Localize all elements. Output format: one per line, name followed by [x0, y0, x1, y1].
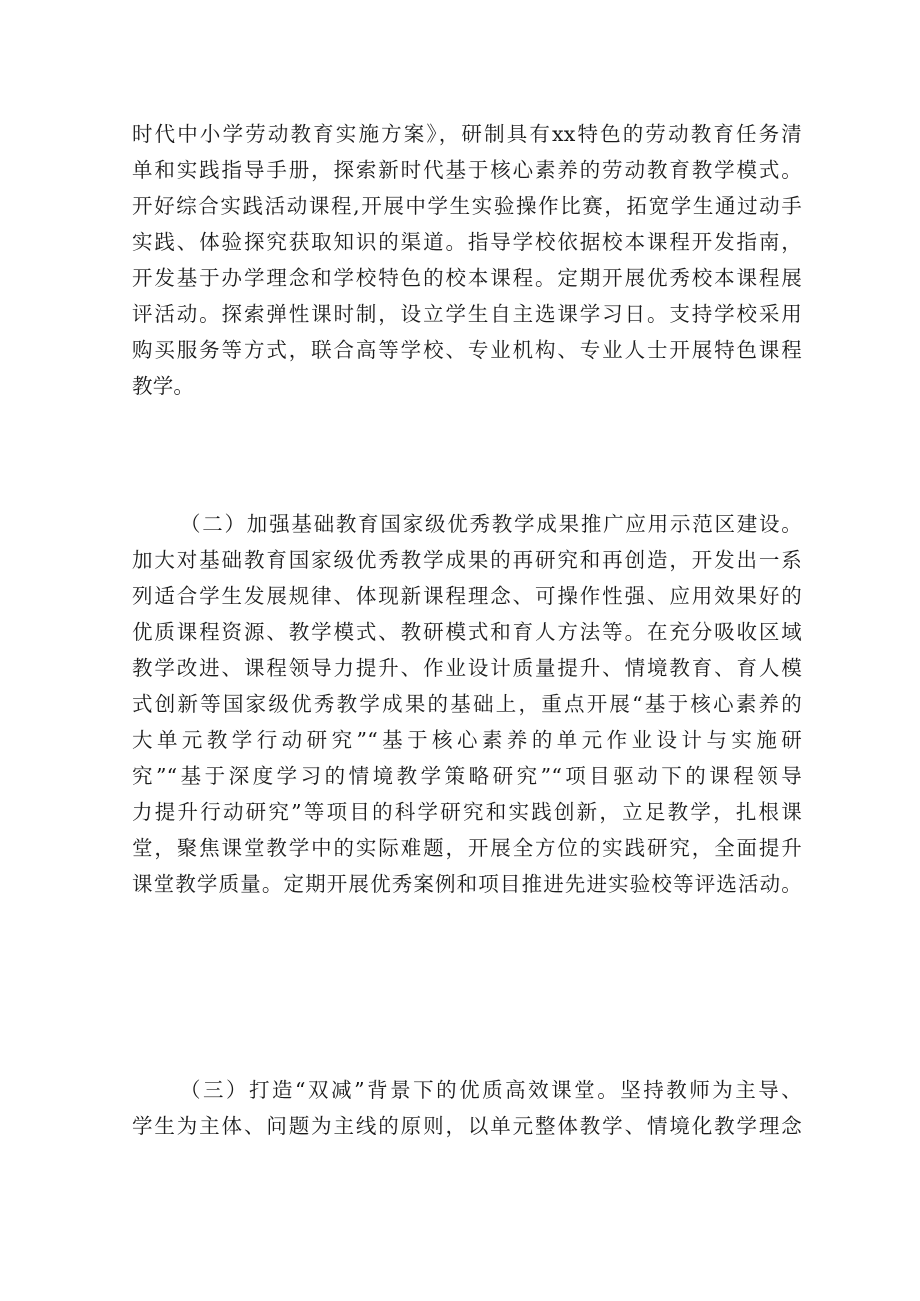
text-line: 单和实践指导手册，探索新时代基于核心素养的劳动教育教学模式。	[132, 158, 802, 182]
text-line: 力提升行动研究”等项目的科学研究和实践创新，立足教学，扎根课	[132, 800, 802, 824]
text-line: 开好综合实践活动课程,开展中学生实验操作比赛，拓宽学生通过动手	[132, 194, 802, 218]
text-line: 堂，聚焦课堂教学中的实际难题，开展全方位的实践研究，全面提升	[132, 836, 802, 860]
text-line: 式创新等国家级优秀教学成果的基础上，重点开展“基于核心素养的	[132, 692, 802, 716]
text-line: 评活动。探索弹性课时制，设立学生自主选课学习日。支持学校采用	[132, 302, 802, 326]
text-line: 开发基于办学理念和学校特色的校本课程。定期开展优秀校本课程展	[132, 266, 802, 290]
text-line: 优质课程资源、教学模式、教研模式和育人方法等。在充分吸收区域	[132, 620, 802, 644]
text-line: 实践、体验探究获取知识的渠道。指导学校依据校本课程开发指南，	[132, 230, 802, 254]
text-line: 大单元教学行动研究”“基于核心素养的单元作业设计与实施研	[132, 728, 802, 752]
text-line: 究”“基于深度学习的情境教学策略研究”“项目驱动下的课程领导	[132, 764, 802, 788]
text-line: 时代中小学劳动教育实施方案》，研制具有xx特色的劳动教育任务清	[132, 122, 802, 146]
text-line: 购买服务等方式，联合高等学校、专业机构、专业人士开展特色课程	[132, 338, 802, 362]
section-heading-3: （三）打造“双减”背景下的优质高效课堂。坚持教师为主导、	[180, 1078, 802, 1102]
text-line: 教学改进、课程领导力提升、作业设计质量提升、情境教育、育人模	[132, 656, 802, 680]
paragraph-demonstration-zone	[132, 506, 802, 902]
paragraph-efficient-classroom	[132, 1072, 802, 1144]
text-line: 列适合学生发展规律、体现新课程理念、可操作性强、应用效果好的	[132, 584, 802, 608]
text-line: 教学。	[132, 374, 195, 398]
text-line: 加大对基础教育国家级优秀教学成果的再研究和再创造，开发出一系	[132, 548, 802, 572]
paragraph-labor-education	[132, 116, 802, 404]
text-line: 学生为主体、问题为主线的原则，以单元整体教学、情境化教学理念	[132, 1114, 802, 1138]
text-line: 课堂教学质量。定期开展优秀案例和项目推进先进实验校等评选活动。	[132, 872, 802, 896]
section-heading-2: （二）加强基础教育国家级优秀教学成果推广应用示范区建设。	[180, 512, 802, 536]
